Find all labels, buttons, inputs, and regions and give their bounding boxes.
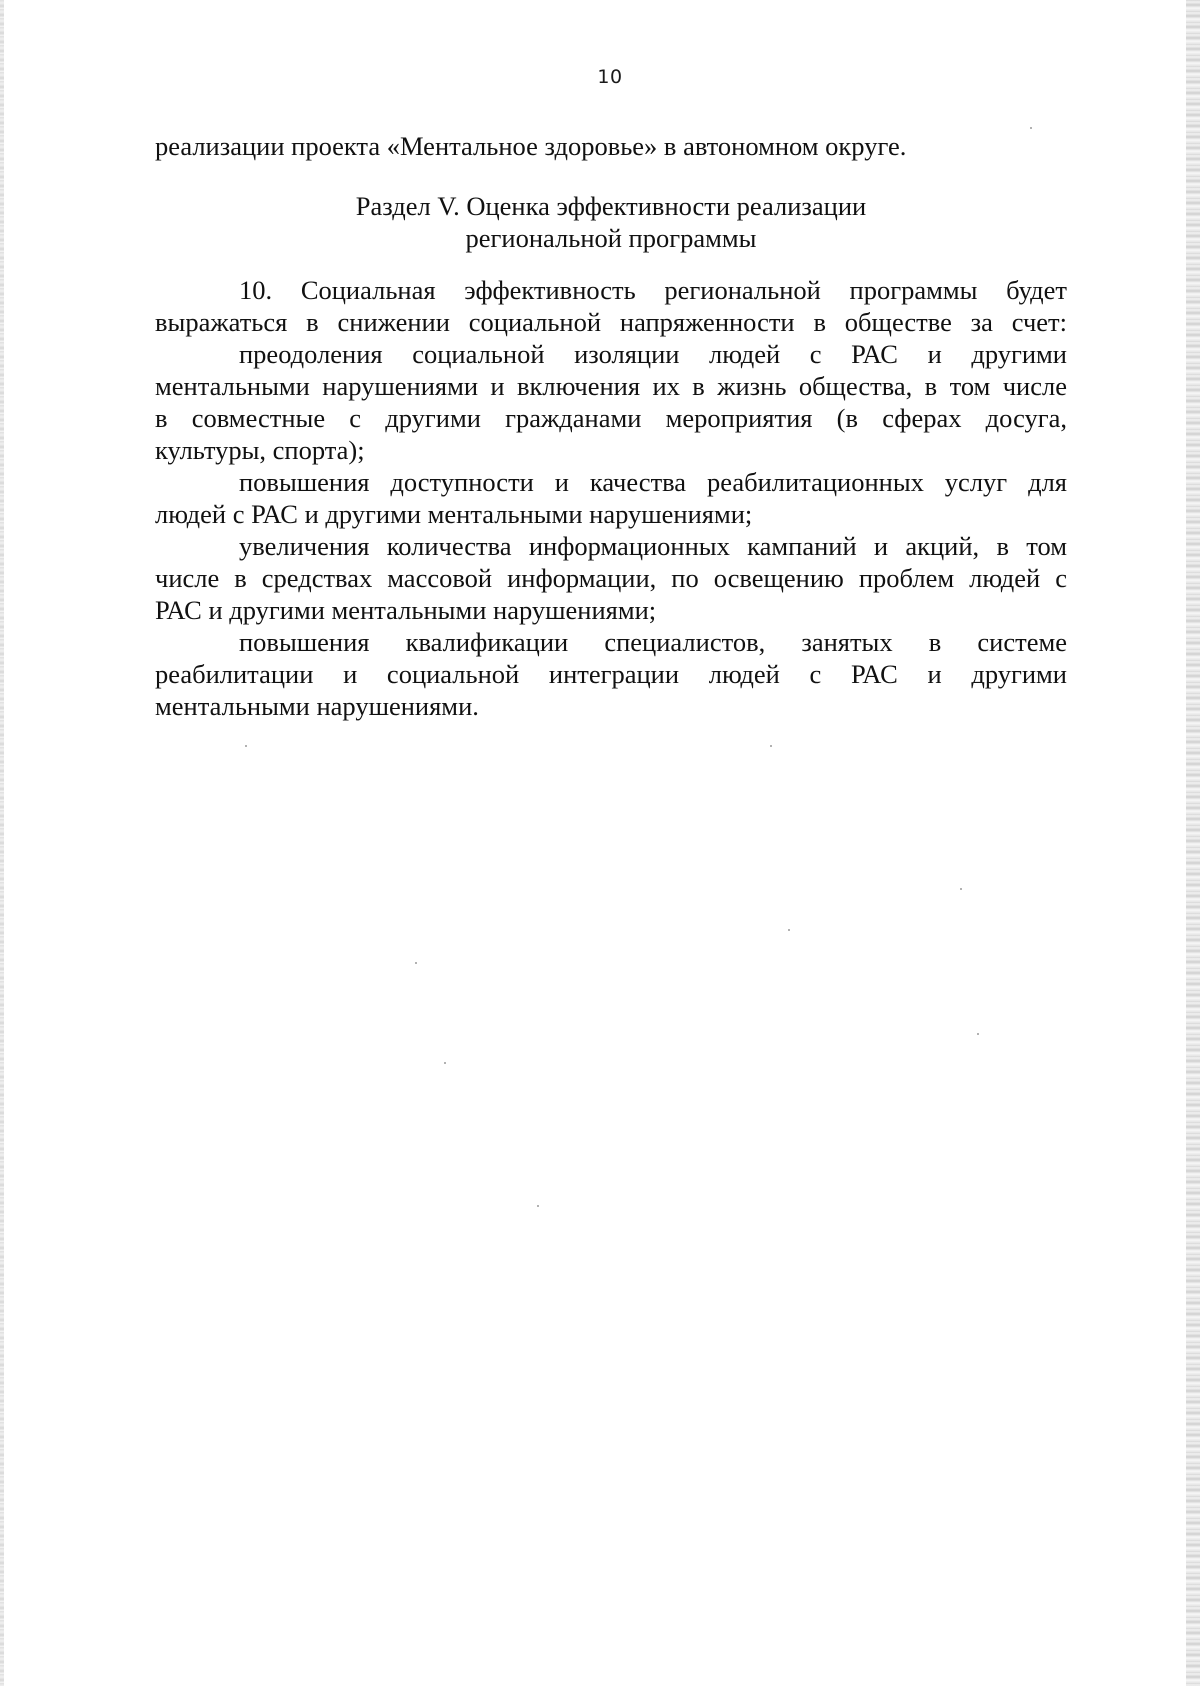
scan-speck bbox=[977, 1033, 979, 1035]
paragraph-line: увеличения количества информационных кампаний и акций, в том bbox=[239, 531, 1067, 561]
scan-edge-left bbox=[0, 0, 4, 1686]
paragraph-line: культуры, спорта); bbox=[155, 435, 365, 465]
scan-speck bbox=[788, 929, 790, 931]
paragraph-line: повышения доступности и качества реабилитационных услуг для bbox=[239, 467, 1067, 497]
paragraph-rehabilitation-services bbox=[155, 466, 1067, 530]
scan-speck bbox=[960, 888, 962, 890]
scan-speck bbox=[245, 745, 247, 747]
paragraph-social-isolation bbox=[155, 338, 1067, 466]
section-heading-line-2: региональной программы bbox=[465, 223, 757, 253]
paragraph-line: повышения квалификации специалистов, занятых в системе bbox=[239, 627, 1067, 657]
paragraph-information-campaigns bbox=[155, 530, 1067, 626]
section-heading bbox=[155, 190, 1067, 254]
paragraph-line: 10. Социальная эффективность региональной программы будет bbox=[239, 275, 1067, 305]
paragraph-specialist-qualification bbox=[155, 626, 1067, 722]
paragraph-line: ментальными нарушениями и включения их в жизнь общества, в том числе bbox=[155, 371, 1067, 401]
section-heading-line-1: Раздел V. Оценка эффективности реализации bbox=[355, 191, 867, 221]
paragraph-line: реабилитации и социальной интеграции людей с РАС и другими bbox=[155, 659, 1067, 689]
intro-line: реализации проекта «Ментальное здоровье» в автономном округе. bbox=[155, 131, 907, 161]
paragraph-line: выражаться в снижении социальной напряженности в обществе за счет: bbox=[155, 307, 1067, 337]
paragraph-line: ментальными нарушениями. bbox=[155, 691, 479, 721]
scan-edge-right bbox=[1186, 0, 1200, 1686]
scan-speck bbox=[1030, 127, 1032, 129]
paragraph-line: людей с РАС и другими ментальными нарушениями; bbox=[155, 499, 753, 529]
paragraph-line: преодоления социальной изоляции людей с РАС и другими bbox=[239, 339, 1067, 369]
scan-speck bbox=[770, 745, 772, 747]
scan-speck bbox=[444, 1062, 446, 1064]
paragraph-line: РАС и другими ментальными нарушениями; bbox=[155, 595, 657, 625]
scan-speck bbox=[415, 962, 417, 964]
document-body bbox=[155, 130, 1067, 722]
paragraph-social-efficiency bbox=[155, 274, 1067, 338]
paragraph-line: числе в средствах массовой информации, по освещению проблем людей с bbox=[155, 563, 1067, 593]
paragraph-line: в совместные с другими гражданами мероприятия (в сферах досуга, bbox=[155, 403, 1067, 433]
scan-speck bbox=[537, 1205, 539, 1207]
page-number: 10 bbox=[597, 66, 623, 88]
